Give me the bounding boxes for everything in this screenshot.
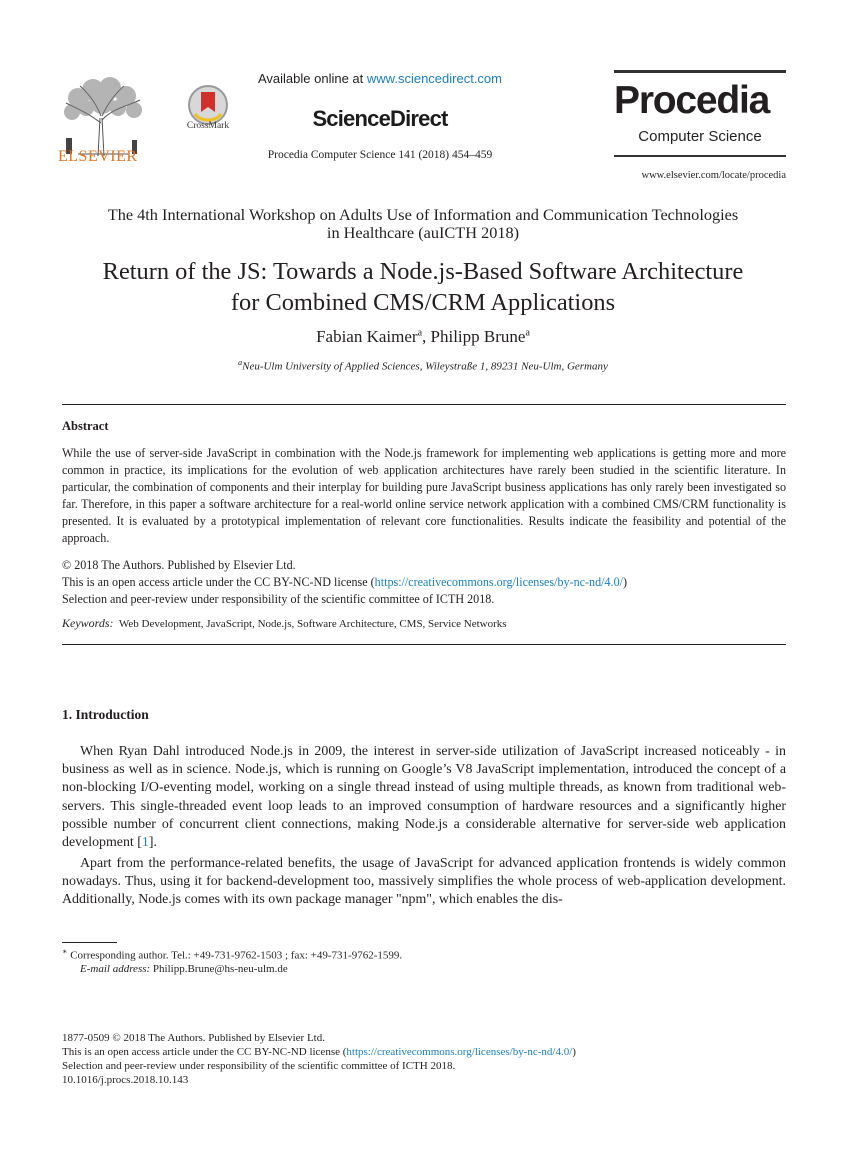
abstract-license xyxy=(62,574,786,591)
footer-license-suffix: ) xyxy=(572,1046,576,1058)
footer-doi[interactable]: 10.1016/j.procs.2018.10.143 xyxy=(62,1074,189,1086)
abstract-heading: Abstract xyxy=(62,419,109,433)
introduction-paragraph-2: Apart from the performance-related benefits, the usage of JavaScript for advanced application frontends is widely common nowadays. Thus, using it for backend-development too, massively simplifies the whole process of web-application development. Additionally, Node.js comes with its own package manager "npm", which enables the dis- xyxy=(62,856,786,908)
keywords-label: Keywords: xyxy=(62,616,114,630)
intro-p1-end: ]. xyxy=(148,835,157,851)
abstract-text: While the use of server-side JavaScript in combination with the Node.js framework for implementing web applications is getting more and more common in practice, its implications for the evolution of web application architectures have rarely been studied in the scientific literature. In particular, the combination of components and their interplay for building pure JavaScript business applications has only rarely been investigated so far. Therefore, in this paper a software architecture for a real-world online service network application with a combined CMS/CRM functionality is presented. It is evaluated by a prototypical implementation of relevant core functionalities. Results indicate the feasibility and potential of the approach. xyxy=(62,446,786,545)
keywords xyxy=(62,616,786,631)
procedia-bottom-rule xyxy=(614,155,786,157)
affiliation-sup: a xyxy=(238,358,243,367)
footer-license-prefix: This is an open access article under the CC BY-NC-ND license ( xyxy=(62,1046,347,1058)
paper-title-line-2: for Combined CMS/CRM Applications xyxy=(230,289,616,316)
email-label: E-mail address: xyxy=(80,963,151,975)
footnote-corresponding xyxy=(62,947,786,962)
authors xyxy=(58,327,788,347)
footer-block xyxy=(62,1031,786,1087)
sciencedirect-link[interactable]: www.sciencedirect.com xyxy=(366,71,502,86)
procedia-url[interactable]: www.elsevier.com/locate/procedia xyxy=(641,170,786,181)
footnote-marker: ∗ xyxy=(62,947,68,956)
available-online-line xyxy=(245,71,515,86)
workshop-line-1: The 4th International Workshop on Adults Use of Information and Communication Technologies xyxy=(107,205,739,224)
introduction-paragraph-1 xyxy=(62,743,786,852)
crossmark-label: CrossMark xyxy=(186,121,230,131)
footnote-rule xyxy=(62,942,117,943)
abstract-copyright: © 2018 The Authors. Published by Elsevier Ltd. xyxy=(62,558,296,572)
affiliation xyxy=(58,358,788,373)
abstract-license-suffix: ) xyxy=(623,575,628,589)
keywords-text: Web Development, JavaScript, Node.js, Software Architecture, CMS, Service Networks xyxy=(118,618,507,630)
footer-license xyxy=(62,1045,786,1059)
elsevier-wordmark: ELSEVIER xyxy=(58,148,138,165)
workshop-line-2: in Healthcare (auICTH 2018) xyxy=(326,223,520,242)
divider-top xyxy=(62,404,786,405)
introduction-heading: 1. Introduction xyxy=(62,707,149,722)
abstract-license-link[interactable]: https://creativecommons.org/licenses/by-nc-nd/4.0/ xyxy=(374,575,623,589)
paper-title-line-1: Return of the JS: Towards a Node.js-Based Software Architecture xyxy=(102,258,744,285)
divider-bottom xyxy=(62,644,786,645)
author-2-sup: a xyxy=(525,327,530,339)
intro-p1-text: When Ryan Dahl introduced Node.js in 2009, the interest in server-side utilization of JavaScript increased noticeably - in business as well as in science. Node.js, which is running on Google’s V8 JavaScript implementation, introduced the concept of a non-blocking I/O-eventing model, working on a single thread instead of using multiple threads, as known from traditional web-servers. This single-threaded event loop leads to an improved consumption of hardware resources and a significantly higher possible number of concurrent client connections, making Node.js a considerable alternative for server-side web application development [ xyxy=(62,744,786,851)
author-2: Philipp Brune xyxy=(430,327,526,346)
author-1: Fabian Kaimer xyxy=(316,327,418,346)
procedia-logo-subtitle: Computer Science xyxy=(638,128,762,145)
available-prefix: Available online at xyxy=(257,71,367,86)
footer-issn: 1877-0509 © 2018 The Authors. Published by Elsevier Ltd. xyxy=(62,1032,325,1044)
abstract-copyright-block xyxy=(62,557,786,608)
citation-link-1[interactable]: 1 xyxy=(141,835,149,851)
footnote-email xyxy=(80,963,804,975)
author-separator: , xyxy=(422,327,431,346)
footer-peer-review: Selection and peer-review under responsibility of the scientific committee of ICTH 2018. xyxy=(62,1060,456,1072)
author-1-sup: a xyxy=(417,327,423,339)
footer-license-link[interactable]: https://creativecommons.org/licenses/by-nc-nd/4.0/ xyxy=(346,1046,573,1058)
email-address[interactable]: Philipp.Brune@hs-neu-ulm.de xyxy=(152,963,288,975)
procedia-logo-title: Procedia xyxy=(614,79,770,122)
footnote-text: Corresponding author. Tel.: +49-731-9762-1503 ; fax: +49-731-9762-1599. xyxy=(70,949,403,962)
paper-title xyxy=(58,256,788,318)
workshop-name xyxy=(58,206,788,242)
abstract-peer-review: Selection and peer-review under responsibility of the scientific committee of ICTH 2018. xyxy=(62,592,495,606)
abstract-license-prefix: This is an open access article under the CC BY-NC-ND license ( xyxy=(62,575,375,589)
procedia-top-rule xyxy=(614,70,786,73)
affiliation-text: Neu-Ulm University of Applied Sciences, Wileystraße 1, 89231 Neu-Ulm, Germany xyxy=(242,360,608,373)
journal-reference: Procedia Computer Science 141 (2018) 454–459 xyxy=(267,149,493,161)
sciencedirect-logo: ScienceDirect xyxy=(312,106,448,131)
